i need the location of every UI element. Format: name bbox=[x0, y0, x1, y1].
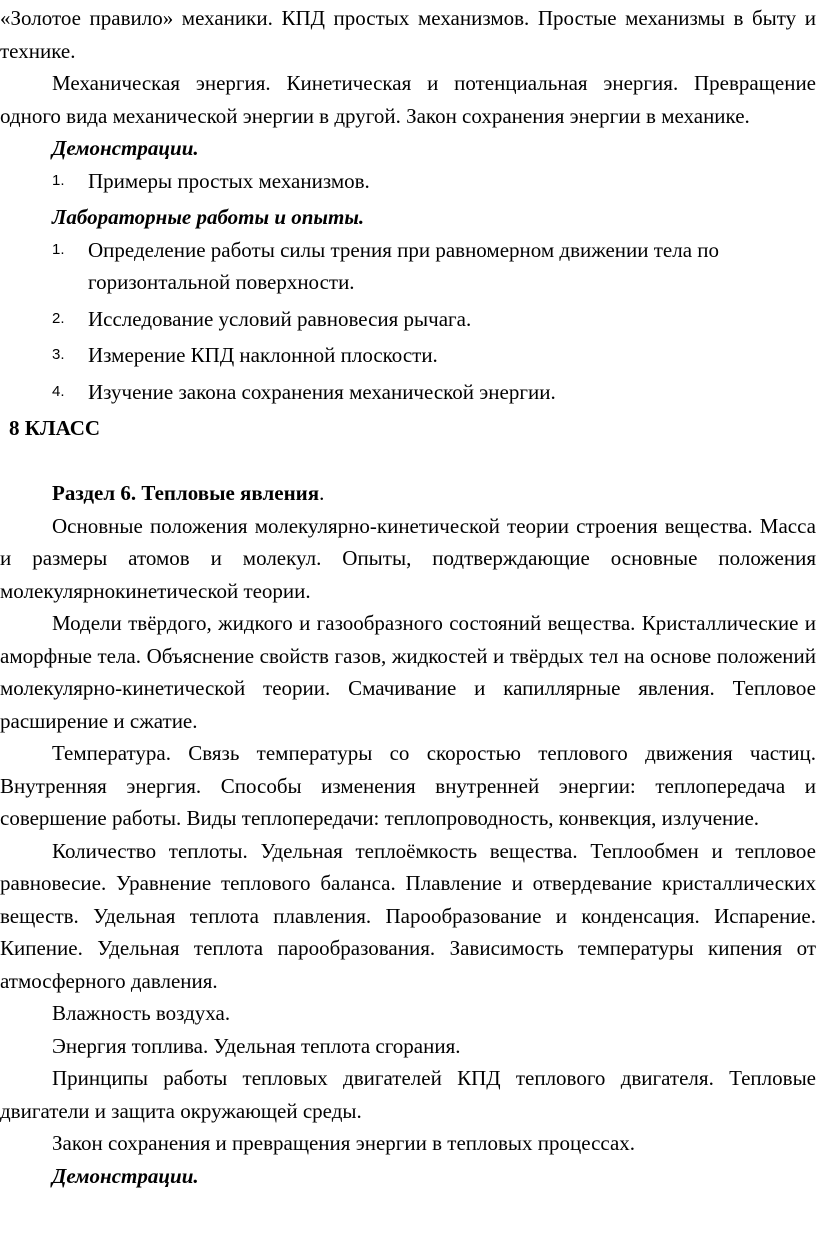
list-item-number: 1. bbox=[52, 171, 65, 189]
labs-list bbox=[0, 234, 816, 409]
demonstrations-heading: Демонстрации. bbox=[52, 136, 199, 160]
paragraph-states-of-matter: Модели твёрдого, жидкого и газообразного состояний вещества. Кристаллические и аморфные тела. Объяснение свойств газов, жидкостей и твёрдых тел на основе положений молекулярно-кинетической теории. Смачивание и капиллярные явления. Тепловое расширение и сжатие. bbox=[0, 611, 816, 733]
document-page bbox=[0, 2, 816, 1192]
list-item-text: Измерение КПД наклонной плоскости. bbox=[88, 343, 438, 367]
list-item-text: Примеры простых механизмов. bbox=[88, 168, 370, 193]
paragraph-mechanical-energy: Механическая энергия. Кинетическая и потенциальная энергия. Превращение одного вида механической энергии в другой. Закон сохранения энергии в механике. bbox=[0, 71, 816, 128]
demonstrations-heading-2: Демонстрации. bbox=[52, 1163, 199, 1188]
list-item-text: Исследование условий равновесия рычага. bbox=[88, 306, 472, 331]
list-item bbox=[0, 339, 816, 372]
grade-title: 8 КЛАСС bbox=[9, 416, 101, 440]
list-item-number: 2. bbox=[52, 309, 65, 327]
paragraph-energy-conservation: Закон сохранения и превращения энергии в тепловых процессах. bbox=[52, 1131, 636, 1155]
list-item-text: Изучение закона сохранения механической энергии. bbox=[88, 379, 556, 404]
list-item-number: 4. bbox=[52, 382, 65, 400]
paragraph-temperature: Температура. Связь температуры со скоростью теплового движения частиц. Внутренняя энергия. Способы изменения внутренней энергии: теплопередача и совершение работы. Виды теплопередачи: теплопроводность, конвекция, излучение. bbox=[0, 741, 816, 830]
list-item bbox=[0, 376, 816, 409]
labs-heading: Лабораторные работы и опыты. bbox=[52, 205, 365, 229]
list-item bbox=[0, 234, 816, 299]
paragraph-mkt-basics: Основные положения молекулярно-кинетической теории строения вещества. Масса и размеры атомов и молекул. Опыты, подтверждающие основные положения молекулярнокинетической теории. bbox=[0, 513, 816, 603]
paragraph-golden-rule: «Золотое правило» механики. КПД простых механизмов. Простые механизмы в быту и технике. bbox=[0, 6, 816, 63]
paragraph-fuel-energy: Энергия топлива. Удельная теплота сгорания. bbox=[52, 1033, 461, 1058]
paragraph-heat-engines: Принципы работы тепловых двигателей КПД теплового двигателя. Тепловые двигатели и защита окружающей среды. bbox=[0, 1066, 816, 1123]
section-title-text: Раздел 6. Тепловые явления bbox=[52, 481, 320, 505]
demonstrations-list bbox=[0, 165, 816, 198]
section-title-suffix: . bbox=[319, 481, 325, 505]
list-item-number: 1. bbox=[52, 240, 65, 258]
list-item-text: Определение работы силы трения при равномерном движении тела по горизонтальной поверхности. bbox=[88, 237, 720, 294]
paragraph-humidity: Влажность воздуха. bbox=[52, 1001, 231, 1025]
paragraph-heat-quantity: Количество теплоты. Удельная теплоёмкость вещества. Теплообмен и тепловое равновесие. Уравнение теплового баланса. Плавление и отвердевание кристаллических веществ. Удельная теплота плавления. Парообразование и конденсация. Испарение. Кипение. Удельная теплота парообразования. Зависимость температуры кипения от атмосферного давления. bbox=[0, 838, 816, 993]
list-item-number: 3. bbox=[52, 346, 65, 363]
section-title bbox=[0, 477, 816, 510]
list-item bbox=[0, 303, 816, 336]
spacer bbox=[0, 445, 816, 478]
list-item bbox=[0, 165, 816, 198]
